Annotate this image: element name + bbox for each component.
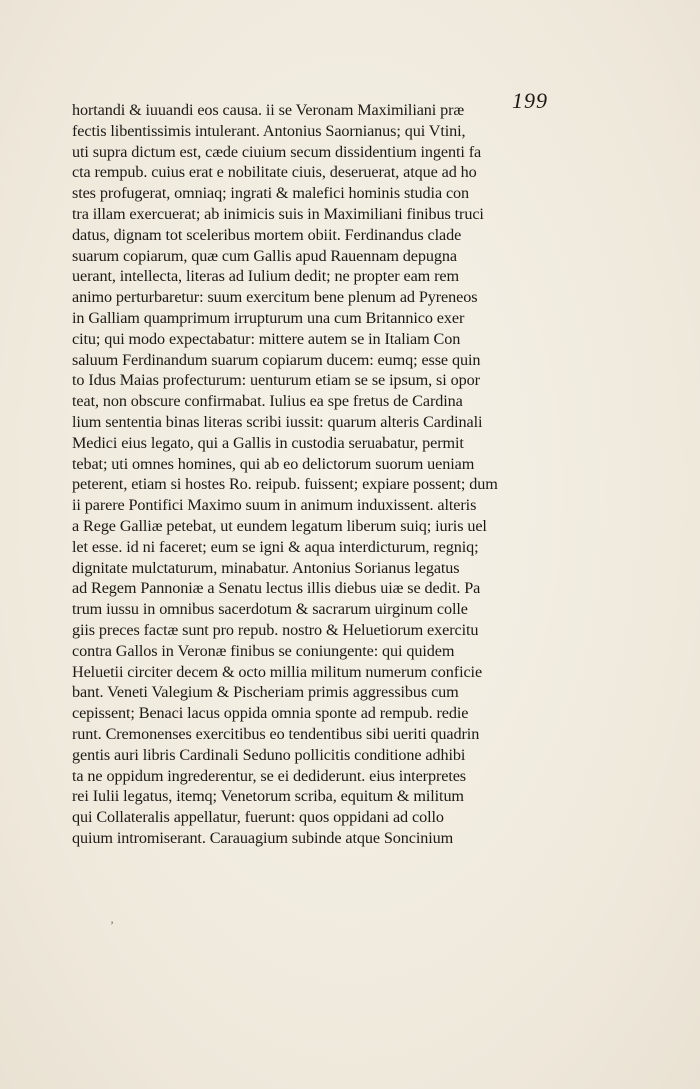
text-line: bant. Veneti Valegium & Pischeriam primis aggressibus cum	[72, 683, 459, 702]
stray-ink-mark: ’	[110, 918, 114, 932]
text-line: uerant, intellecta, literas ad Iulium dedit; ne propter eam rem	[72, 267, 459, 286]
body-text	[72, 100, 572, 849]
text-line: rei Iulii legatus, itemq; Venetorum scriba, equitum & militum	[72, 787, 464, 806]
text-line: qui Collateralis appellatur, fuerunt: quos oppidani ad collo	[72, 808, 444, 827]
text-line: let esse. id ni faceret; eum se igni & aqua interdicturum, regniq;	[72, 537, 479, 556]
text-line: quium intromiserant. Carauagium subinde atque Soncinium	[72, 828, 454, 847]
text-line: stes profugerat, omniaq; ingrati & malefici hominis studia con	[72, 184, 470, 203]
text-line: tebat; uti omnes homines, qui ab eo delictorum suorum ueniam	[72, 454, 475, 473]
text-line: suarum copiarum, quæ cum Gallis apud Rauennam depugna	[72, 246, 457, 265]
text-line: uti supra dictum est, cæde ciuium secum dissidentium ingenti fa	[72, 142, 482, 161]
text-line: runt. Cremonenses exercitibus eo tendentibus sibi ueriti quadrin	[72, 724, 480, 743]
text-line: saluum Ferdinandum suarum copiarum ducem: eumq; esse quin	[72, 350, 481, 369]
page-number: 199	[512, 88, 548, 113]
text-line: in Galliam quamprimum irrupturum una cum Britannico exer	[72, 308, 465, 327]
text-line: ta ne oppidum ingrederentur, se ei dediderunt. eius interpretes	[72, 766, 467, 785]
text-line: lium sententia binas literas scribi iussit: quarum alteris Cardinali	[72, 412, 483, 431]
text-line: to Idus Maias profecturum: uenturum etiam se se ipsum, si opor	[72, 371, 480, 390]
text-line: trum iussu in omnibus sacerdotum & sacrarum uirginum colle	[72, 600, 468, 619]
text-line: hortandi & iuuandi eos causa. ii se Veronam Maximiliani præ	[72, 101, 465, 119]
text-line: cepissent; Benaci lacus oppida omnia sponte ad rempub. redie	[72, 704, 469, 723]
text-line: cta rempub. cuius erat e nobilitate ciuis, deseruerat, atque ad ho	[72, 163, 477, 182]
text-line: gentis auri libris Cardinali Seduno pollicitis conditione adhibi	[72, 745, 466, 764]
text-line: contra Gallos in Veronæ finibus se coniungente: qui quidem	[72, 641, 455, 660]
text-line: a Rege Galliæ petebat, ut eundem legatum liberum suiq; iuris uel	[72, 516, 487, 535]
text-line: ad Regem Pannoniæ a Senatu lectus illis diebus uiæ se dedit. Pa	[72, 579, 481, 598]
text-line: Medici eius legato, qui a Gallis in custodia seruabatur, permit	[72, 433, 464, 452]
text-line: Heluetii circiter decem & octo millia militum numerum conficie	[72, 662, 483, 681]
text-line: citu; qui modo expectabatur: mittere autem se in Italiam Con	[72, 329, 461, 348]
text-line: tra illam exercuerat; ab inimicis suis in Maximiliani finibus truci	[72, 204, 484, 223]
text-line: giis preces factæ sunt pro repub. nostro & Heluetiorum exercitu	[72, 620, 479, 639]
text-line: animo perturbaretur: suum exercitum bene plenum ad Pyreneos	[72, 288, 478, 307]
text-line: datus, dignam tot sceleribus mortem obiit. Ferdinandus clade	[72, 225, 462, 244]
text-line: peterent, etiam si hostes Ro. reipub. fuissent; expiare possent; dum	[72, 475, 498, 494]
text-line: ii parere Pontifici Maximo suum in animum induxissent. alteris	[72, 496, 477, 515]
text-line: dignitate mulctaturum, minabatur. Antonius Sorianus legatus	[72, 558, 460, 577]
text-line: fectis libentissimis intulerant. Antonius Saornianus; qui Vtini,	[72, 121, 466, 140]
text-line: teat, non obscure confirmabat. Iulius ea spe fretus de Cardina	[72, 392, 463, 411]
